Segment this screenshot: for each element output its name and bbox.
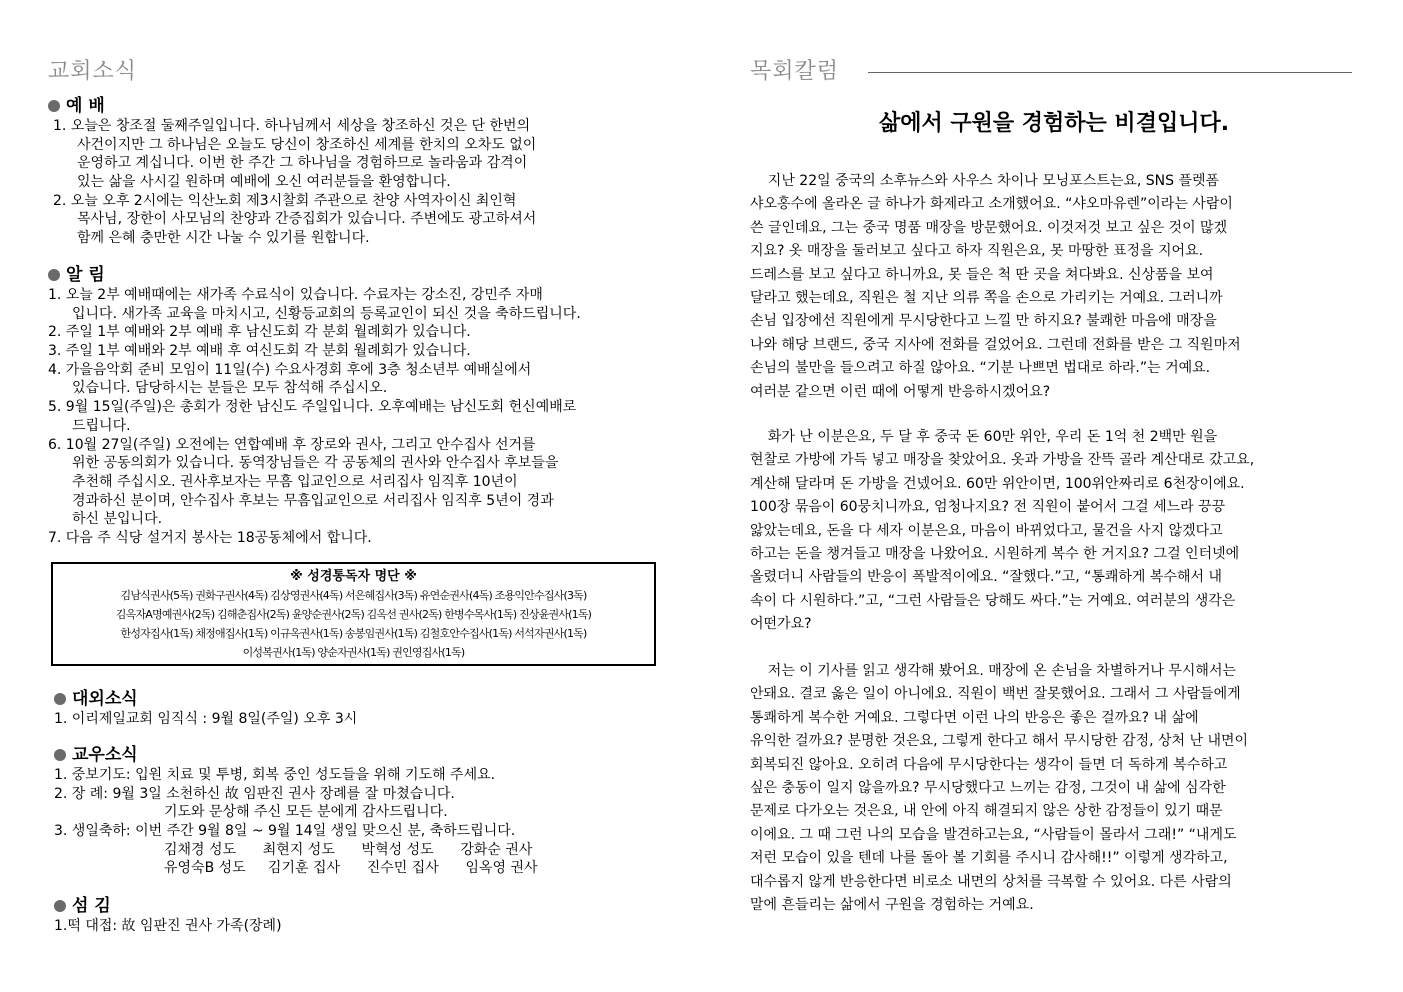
service-title: 섬 김	[48, 895, 663, 917]
paragraph-line: 올렸더니 사람들의 반응이 폭발적이에요. “잘했다.”고, “통쾌하게 복수해서 내	[750, 569, 1222, 586]
paragraph-line: 통쾌하게 복수한 거예요. 그렇다면 이런 나의 반응은 좋은 걸까요? 내 삶에	[750, 709, 1199, 726]
notice-line: 하신 분입니다.	[72, 511, 163, 528]
paragraph-line: 이에요. 그 때 그런 나의 모습을 발견하고는요, “사람들이 몰라서 그래!” “내게도	[750, 826, 1237, 843]
external-news-section	[48, 688, 663, 729]
worship-line: 목사님, 장한이 사모님의 찬양과 간증집회가 있습니다. 주변에도 광고하셔서	[77, 211, 537, 228]
notice-line: 위한 공동의회가 있습니다. 동역장님들은 각 공동체의 권사와 안수집사 후보들을	[72, 455, 559, 472]
column-paragraph	[750, 426, 1358, 637]
paragraph-line: 나와 해당 브랜드, 중국 지사에 전화를 걸었어요. 그런데 전화를 받은 그 직원마저	[750, 336, 1241, 353]
bible-box-title: ※ 성경통독자 명단 ※	[290, 569, 417, 584]
external-news-line: 1. 이리제일교회 임직식 : 9월 8일(주일) 오후 3시	[54, 711, 358, 727]
paragraph-line: 하고는 돈을 챙겨들고 매장을 나왔어요. 시원하게 복수 한 거지요? 그걸 인터넷에	[750, 545, 1240, 562]
column-paragraph	[750, 660, 1358, 917]
bullet-icon	[54, 749, 66, 761]
notice-line: 추천해 주십시오. 권사후보자는 무흠 입교인으로 서리집사 임직후 10년이	[72, 473, 518, 490]
paragraph-line: 지난 22일 중국의 소후뉴스와 사우스 차이나 모닝포스트는요, SNS 플렛폼	[750, 173, 1220, 189]
worship-line: 사건이지만 그 하나님은 오늘도 당신이 창조하신 세계를 한치의 오차도 없이	[77, 136, 537, 153]
bible-box-line: 김남식권사(5독) 권화구권사(4독) 김상영권사(4독) 서은혜집사(3독) 유연순권사(4독) 조용익안수집사(3독)	[120, 589, 587, 602]
paragraph-line: 안돼요. 결코 옳은 일이 아니에요. 직원이 백번 잘못했어요. 그래서 그 사람들에게	[750, 686, 1241, 703]
notice-line: 6. 10월 27일(주일) 오전에는 연합예배 후 장로와 권사, 그리고 안수집사 선거를	[48, 436, 536, 453]
bible-reading-box	[51, 562, 656, 666]
birthday-names-line: 김채경 성도 최현지 성도 박혁성 성도 강화순 권사	[164, 841, 533, 858]
header-divider	[868, 72, 1352, 73]
paragraph-line: 샤오홍수에 올라온 글 하나가 화제라고 소개했어요. “샤오마유렌”이라는 사람이	[750, 196, 1233, 213]
paragraph-line: 싶은 충동이 일지 않을까요? 무시당했다고 느끼는 감정, 그것이 내 삶에 심각한	[750, 779, 1226, 796]
paragraph-line: 어떤가요?	[750, 616, 812, 633]
worship-line: 2. 오늘 오후 2시에는 익산노회 제3시찰회 주관으로 찬양 사역자이신 최인혁	[53, 192, 517, 209]
paragraph-line: 쓴 글인데요, 그는 중국 명품 매장을 방문했어요. 이것저것 보고 싶은 것이 많겠	[750, 219, 1228, 236]
service-section	[48, 895, 663, 936]
bullet-icon	[54, 693, 66, 705]
paragraph-line: 100장 묶음이 60뭉치니까요, 엄청나지요? 전 직원이 붙어서 그걸 세느라 끙끙	[750, 499, 1226, 516]
church-news-header: 교회소식	[48, 59, 138, 84]
paragraph-line: 문제로 다가오는 것은요, 내 안에 아직 해결되지 않은 상한 감정들이 있기 때문	[750, 803, 1223, 820]
paragraph-line: 속이 다 시원하다.”고, “그런 사람들은 당해도 싸다.”는 거예요. 여러분의 생각은	[750, 592, 1236, 609]
bible-box-line: 김옥자A명예권사(2독) 김해춘집사(2독) 윤양순권사(2독) 김옥선 권사(2독) 한병수목사(1독) 진상윤권사(1독)	[115, 608, 592, 621]
paragraph-line: 유익한 걸까요? 분명한 것은요, 그렇게 한다고 해서 무시당한 감정, 상처 난 내면이	[750, 733, 1249, 750]
bible-box-line: 한성자집사(1독) 채정애집사(1독) 이규옥권사(1독) 송봉임권사(1독) 김철호안수집사(1독) 서석자권사(1독)	[120, 627, 587, 640]
paragraph-line: 여러분 같으면 이런 때에 어떻게 반응하시겠어요?	[750, 383, 1051, 400]
birthday-names-line: 유영숙B 성도 김기훈 집사 진수민 집사 임옥영 권사	[164, 860, 538, 877]
notice-line: 드립니다.	[72, 417, 131, 434]
notice-line: 2. 주일 1부 예배와 2부 예배 후 남신도회 각 분회 월례회가 있습니다.	[48, 324, 471, 341]
bullet-icon	[48, 269, 60, 281]
paragraph-line: 화가 난 이분은요, 두 달 후 중국 돈 60만 위안, 우리 돈 1억 천 2백만 원을	[750, 429, 1218, 445]
notice-line: 7. 다음 주 식당 설거지 봉사는 18공동체에서 합니다.	[48, 529, 372, 546]
notice-line: 4. 가을음악회 준비 모임이 11일(수) 수요사경회 후에 3층 청소년부 예배실에서	[48, 361, 532, 378]
column-title: 삶에서 구원을 경험하는 비결입니다.	[878, 111, 1230, 136]
worship-line: 1. 오늘은 창조절 둘째주일입니다. 하나님께서 세상을 창조하신 것은 단 한번의	[53, 118, 531, 134]
pastor-column-header: 목회칼럼	[750, 59, 840, 84]
member-news-title: 교우소식	[48, 744, 663, 766]
member-news-line: 2. 장 례: 9월 3일 소천하신 故 임판진 권사 장례를 잘 마쳤습니다.	[54, 785, 455, 802]
worship-line: 운영하고 계십니다. 이번 한 주간 그 하나님을 경험하므로 놀라움과 감격이	[77, 155, 528, 172]
column-paragraph	[750, 170, 1358, 404]
member-news-line: 3. 생일축하: 이번 주간 9월 8일 ~ 9월 14일 생일 맞으신 분, 축하드립니다.	[54, 823, 516, 840]
paragraph-line: 말에 흔들리는 삶에서 구원을 경험하는 거예요.	[750, 896, 1034, 913]
notice-line: 5. 9월 15일(주일)은 총회가 정한 남신도 주일입니다. 오후예배는 남신도회 헌신예배로	[48, 399, 577, 416]
external-news-title: 대외소식	[48, 688, 663, 710]
worship-title: 예 배	[48, 95, 663, 117]
notice-line: 3. 주일 1부 예배와 2부 예배 후 여신도회 각 분회 월례회가 있습니다.	[48, 343, 471, 360]
worship-line: 있는 삶을 사시길 원하며 예배에 오신 여러분들을 환영합니다.	[77, 174, 451, 191]
bible-box-line: 이성복권사(1독) 양순자권사(1독) 권인영집사(1독)	[242, 646, 465, 659]
paragraph-line: 대수롭지 않게 반응한다면 비로소 내면의 상처를 극복할 수 있어요. 다른 사람의	[750, 873, 1232, 890]
paragraph-line: 손님의 불만을 들으려고 하질 않아요. “기분 나쁘면 법대로 하라.”는 거예요.	[750, 360, 1211, 377]
paragraph-line: 계산해 달라며 돈 가방을 건넸어요. 60만 위안이면, 100위안짜리로 6천장이에요.	[750, 475, 1245, 492]
paragraph-line: 지요? 옷 매장을 둘러보고 싶다고 하자 직원은요, 못 마땅한 표정을 지어요.	[750, 243, 1204, 260]
paragraph-line: 현찰로 가방에 가득 넣고 매장을 찾았어요. 옷과 가방을 잔뜩 골라 계산대로 갔고요,	[750, 452, 1255, 469]
notice-section	[48, 264, 663, 548]
notice-line: 1. 오늘 2부 예배때에는 새가족 수료식이 있습니다. 수료자는 강소진, 강민주 자매	[48, 287, 543, 303]
worship-line: 함께 은혜 충만한 시간 나눌 수 있기를 원합니다.	[77, 230, 370, 247]
paragraph-line: 손님 입장에선 직원에게 무시당한다고 느낄 만 하지요? 불쾌한 마음에 매장을	[750, 313, 1217, 330]
paragraph-line: 앓았는데요, 돈을 다 세자 이분은요, 마음이 바뀌었다고, 물건을 사지 않겠다고	[750, 522, 1223, 539]
paragraph-line: 드레스를 보고 싶다고 하니까요, 못 들은 척 딴 곳을 쳐다봐요. 신상품을 보여	[750, 266, 1214, 283]
paragraph-line: 저는 이 기사를 읽고 생각해 봤어요. 매장에 온 손님을 차별하거나 무시해서는	[750, 663, 1236, 679]
member-news-section	[48, 744, 663, 878]
notice-line: 입니다. 새가족 교육을 마치시고, 신황등교회의 등록교인이 되신 것을 축하드립니다.	[72, 305, 581, 322]
paragraph-line: 저런 모습이 있을 텐데 나를 돌아 볼 기회를 주시니 감사해!!” 이렇게 생각하고,	[750, 850, 1228, 867]
notice-title: 알 림	[48, 264, 663, 286]
member-news-line: 1. 중보기도: 입원 치료 및 투병, 회복 중인 성도들을 위해 기도해 주세요.	[54, 767, 496, 783]
member-news-line: 기도와 문상해 주신 모든 분에게 감사드립니다.	[164, 804, 448, 821]
paragraph-line: 달라고 했는데요, 직원은 철 지난 의류 쪽을 손으로 가리키는 거예요. 그러니까	[750, 289, 1223, 306]
notice-line: 경과하신 분이며, 안수집사 후보는 무흠입교인으로 서리집사 임직후 5년이 경과	[72, 492, 554, 509]
service-line: 1.떡 대접: 故 임판진 권사 가족(장례)	[54, 918, 282, 934]
bullet-icon	[54, 900, 66, 912]
bullet-icon	[48, 100, 60, 112]
notice-line: 있습니다. 담당하시는 분들은 모두 참석해 주십시오.	[72, 380, 388, 397]
paragraph-line: 회복되진 않아요. 오히려 다음에 무시당한다는 생각이 들면 더 독하게 복수하고	[750, 756, 1228, 773]
worship-section	[48, 95, 663, 248]
